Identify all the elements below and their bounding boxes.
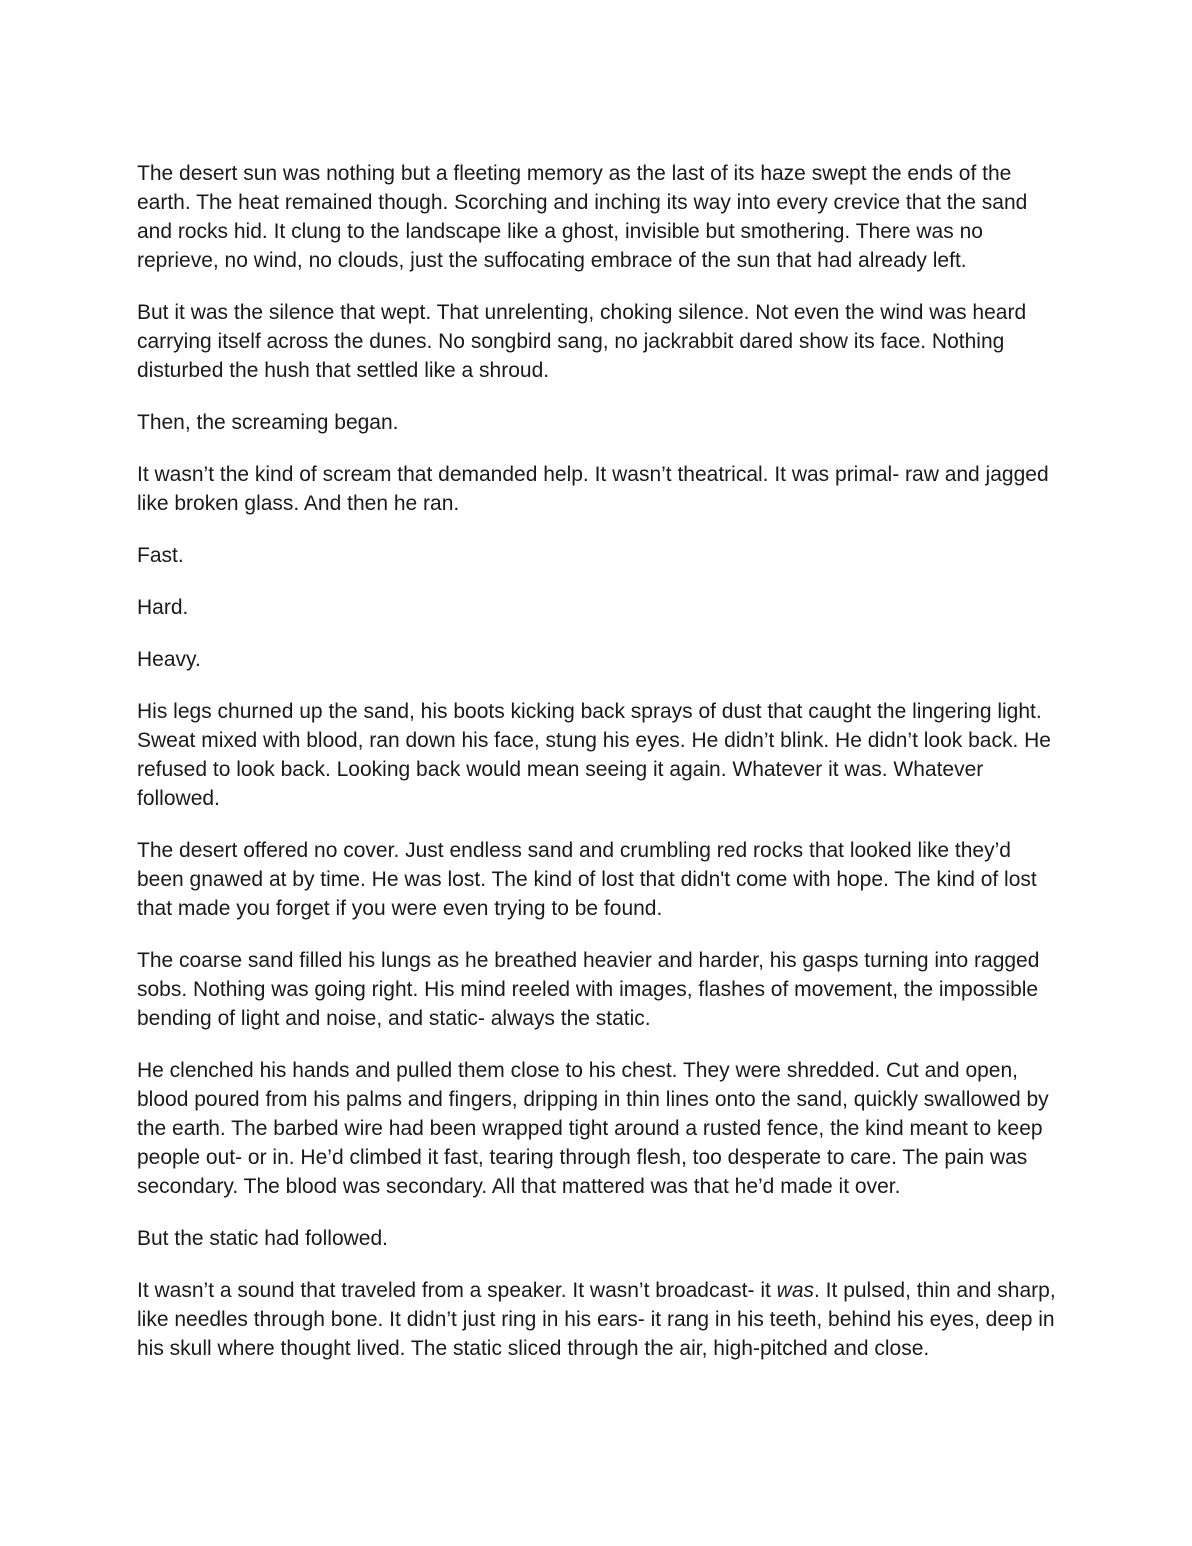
paragraph-scream-kind: It wasn’t the kind of scream that demanded help. It wasn’t theatrical. It was primal- raw and jagged like broken glass. And then he ran. <box>137 463 1049 515</box>
paragraph-no-cover: The desert offered no cover. Just endless sand and crumbling red rocks that looked like they’d been gnawed at by time. He was lost. The kind of lost that didn't come with hope. The kind of lost that made you forget if you were even trying to be found. <box>137 839 1037 920</box>
static-text-after: . It pulsed, thin and sharp, like needles through bone. It didn’t just ring in his ears- it rang in his teeth, behind his eyes, deep in his skull where thought lived. The static sliced through the air, high-pitched and close. <box>137 1279 1056 1360</box>
static-text-before: It wasn’t a sound that traveled from a speaker. It wasn’t broadcast- it <box>137 1279 777 1302</box>
paragraph-screaming: Then, the screaming began. <box>137 411 399 434</box>
paragraph-static-sound <box>137 1276 1062 1363</box>
document-page <box>137 159 1062 1363</box>
paragraph-fast: Fast. <box>137 544 184 567</box>
paragraph-heavy: Heavy. <box>137 648 201 671</box>
paragraph-desert-sun: The desert sun was nothing but a fleeting memory as the last of its haze swept the ends of the earth. The heat remained though. Scorching and inching its way into every crevice that the sand and rocks hid. It clung to the landscape like a ghost, invisible but smothering. There was no reprieve, no wind, no clouds, just the suffocating embrace of the sun that had already left. <box>137 162 1028 272</box>
paragraph-hard: Hard. <box>137 596 189 619</box>
paragraph-silence: But it was the silence that wept. That unrelenting, choking silence. Not even the wind was heard carrying itself across the dunes. No songbird sang, no jackrabbit dared show its face. Nothing disturbed the hush that settled like a shroud. <box>137 301 1027 382</box>
paragraph-legs-churned: His legs churned up the sand, his boots kicking back sprays of dust that caught the lingering light. Sweat mixed with blood, ran down his face, stung his eyes. He didn’t blink. He didn’t look back. He refused to look back. Looking back would mean seeing it again. Whatever it was. Whatever followed. <box>137 700 1051 810</box>
static-text-emphasis: was <box>776 1279 815 1302</box>
paragraph-clenched-hands: He clenched his hands and pulled them close to his chest. They were shredded. Cut and open, blood poured from his palms and fingers, dripping in thin lines onto the sand, quickly swallowed by the earth. The barbed wire had been wrapped tight around a rusted fence, the kind meant to keep people out- or in. He’d climbed it fast, tearing through flesh, too desperate to care. The pain was secondary. The blood was secondary. All that mattered was that he’d made it over. <box>137 1059 1049 1198</box>
paragraph-static-followed: But the static had followed. <box>137 1227 388 1250</box>
paragraph-coarse-sand: The coarse sand filled his lungs as he breathed heavier and harder, his gasps turning into ragged sobs. Nothing was going right. His mind reeled with images, flashes of movement, the impossible bending of light and noise, and static- always the static. <box>137 949 1040 1030</box>
